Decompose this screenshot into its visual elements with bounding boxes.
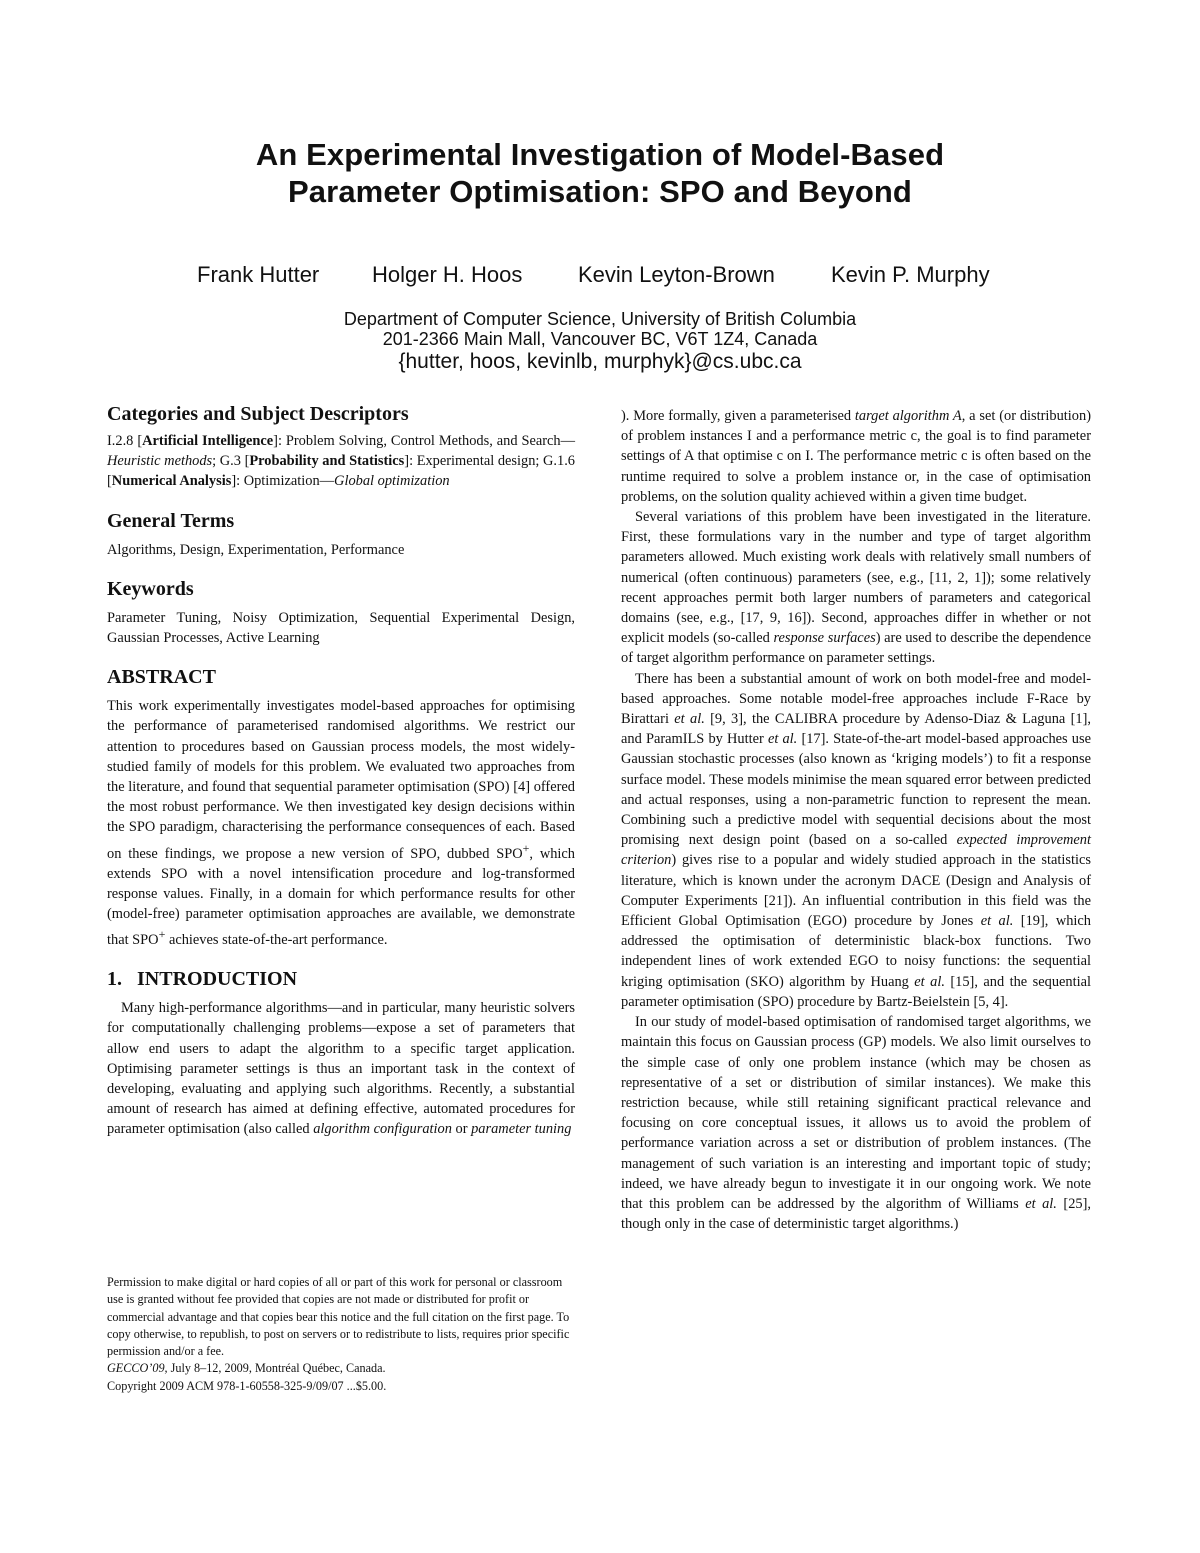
affiliation-dept: Department of Computer Science, University of British Columbia <box>343 309 857 329</box>
general-terms-text: Algorithms, Design, Experimentation, Performance <box>107 541 405 558</box>
abstract-text: This work experimentally investigates model-based approaches for optimising the performance of parameterised randomised algorithms. We restrict our attention to procedures based on Gaussian process models, the most widely-studied family of models for this problem. We evaluated two approaches from the literature, and found that sequential parameter optimisation (SPO) [4] offered the most robust performance. We then investigated key design decisions within the SPO paradigm, characterising the performance consequences of each. Based on these findings, we propose a new version of SPO, dubbed SPO+, which extends SPO with a novel intensification procedure and log-transformed response values. Finally, in a domain for which performance results for other (model-free) parameter optimisation approaches are available, we demonstrate that SPO+ achieves state-of-the-art performance. <box>107 698 575 949</box>
keywords-text: Parameter Tuning, Noisy Optimization, Sequential Experimental Design, Gaussian Processes, Active Learning <box>107 609 575 647</box>
affiliation-address: 201-2366 Main Mall, Vancouver BC, V6T 1Z4, Canada <box>382 329 818 349</box>
intro-paragraph-1-continued: ). More formally, given a parameterised target algorithm A, a set (or distribution) of problem instances I and a performance metric c, the goal is to find parameter settings of A that optimise c on I. The performance metric c is often based on the runtime required to solve a problem instance or, in the case of optimisation problems, on the solution quality achieved within a given time budget. <box>621 408 1091 505</box>
right-column <box>621 406 1091 1234</box>
author-list <box>0 262 1200 292</box>
affiliation <box>0 309 1200 375</box>
left-column <box>107 401 575 1140</box>
keywords-heading: Keywords <box>107 577 194 600</box>
venue-text: GECCO’09, July 8–12, 2009, Montréal Québec, Canada. <box>107 1361 386 1376</box>
paper-title <box>0 136 1200 210</box>
author-emails: {hutter, hoos, kevinlb, murphyk}@cs.ubc.ca <box>398 350 802 373</box>
intro-paragraph-4: In our study of model-based optimisation of randomised target algorithms, we maintain this focus on Gaussian process (GP) models. We also limit ourselves to the simple case of only one problem instance (which may be chosen as representative of a set or distribution of similar instances). We make this restriction because, while still retaining significant practical relevance and focusing on core conceptual issues, it allows us to avoid the problem of performance variation across a set or distribution of problem instances. (The management of such variation is an interesting and important topic of study; indeed, we have already begun to investigate it in our ongoing work. We note that this problem can be addressed by the algorithm of Williams et al. [25], though only in the case of deterministic target algorithms.) <box>621 1014 1092 1233</box>
author-4: Kevin P. Murphy <box>831 262 990 287</box>
general-terms-heading: General Terms <box>107 509 235 532</box>
title-line-1: An Experimental Investigation of Model-Based <box>255 137 945 172</box>
abstract-heading: ABSTRACT <box>107 666 216 689</box>
intro-paragraph-2: Several variations of this problem have been investigated in the literature. First, these formulations vary in the number and type of target algorithm parameters allowed. Much existing work deals with relatively small numbers of numerical (often continuous) parameters (see, e.g., [11, 2, 1]); some relatively recent approaches permit both larger numbers of parameters and categorical domains (see, e.g., [17, 9, 16]). Second, approaches differ in whether or not explicit models (so-called response surfaces) are used to describe the dependence of target algorithm performance on parameter settings. <box>621 509 1091 667</box>
copyright-text: Copyright 2009 ACM 978-1-60558-325-9/09/07 ...$5.00. <box>107 1378 387 1393</box>
intro-paragraph-3: There has been a substantial amount of work on both model-free and model-based approaches. Some notable model-free approaches include F-Race by Birattari et al. [9, 3], the CALIBRA procedure by Adenso-Diaz & Laguna [1], and ParamILS by Hutter et al. [17]. State-of-the-art model-based approaches use Gaussian stochastic processes (also known as ‘kriging models’) to fit a response surface model. These models minimise the mean squared error between predicted and actual responses, using a non-parametric function to represent the mean. Combining such a predictive model with sequential decisions about the most promising next design point (based on a so-called expected improvement criterion) gives rise to a popular and widely studied approach in the statistics literature, which is known under the acronym DACE (Design and Analysis of Computer Experiments [21]). An influential contribution in this field was the Efficient Global Optimisation (EGO) procedure by Jones et al. [19], which addressed the optimisation of deterministic black-box functions. Two independent lines of work extended EGO to noisy functions: the sequential kriging optimisation (SKO) algorithm by Huang et al. [15], and the sequential parameter optimisation (SPO) procedure by Bartz-Beielstein [5, 4]. <box>621 670 1091 1010</box>
title-line-2: Parameter Optimisation: SPO and Beyond <box>288 174 912 209</box>
intro-paragraph-1: Many high-performance algorithms—and in particular, many heuristic solvers for computationally challenging problems—expose a set of parameters that allow end users to adapt the algorithm to a specific target application. Optimising parameter settings is thus an important task in the context of developing, evaluating and applying such algorithms. Recently, a substantial amount of research has aimed at defining effective, automated procedures for parameter optimisation (also called algorithm configuration or parameter tuning <box>107 1000 575 1138</box>
categories-heading: Categories and Subject Descriptors <box>107 403 409 425</box>
author-1: Frank Hutter <box>197 262 320 287</box>
permission-text: Permission to make digital or hard copies of all or part of this work for personal or classroom use is granted without fee provided that copies are not made or distributed for profit or commercial advantage and that copies bear this notice and the full citation on the first page. To copy otherwise, to republish, to post on servers or to redistribute to lists, requires prior specific permission and/or a fee. <box>107 1275 570 1359</box>
author-2: Holger H. Hoos <box>372 262 523 287</box>
permission-footnote <box>107 1274 575 1395</box>
categories-text: I.2.8 [Artificial Intelligence]: Problem Solving, Control Methods, and Search—Heuristic methods; G.3 [Probability and Statistics]: Experimental design; G.1.6 [Numerical Analysis]: Optimization—Global optimization <box>107 433 576 490</box>
introduction-heading: 1. INTRODUCTION <box>107 968 298 991</box>
author-3: Kevin Leyton-Brown <box>578 262 775 287</box>
